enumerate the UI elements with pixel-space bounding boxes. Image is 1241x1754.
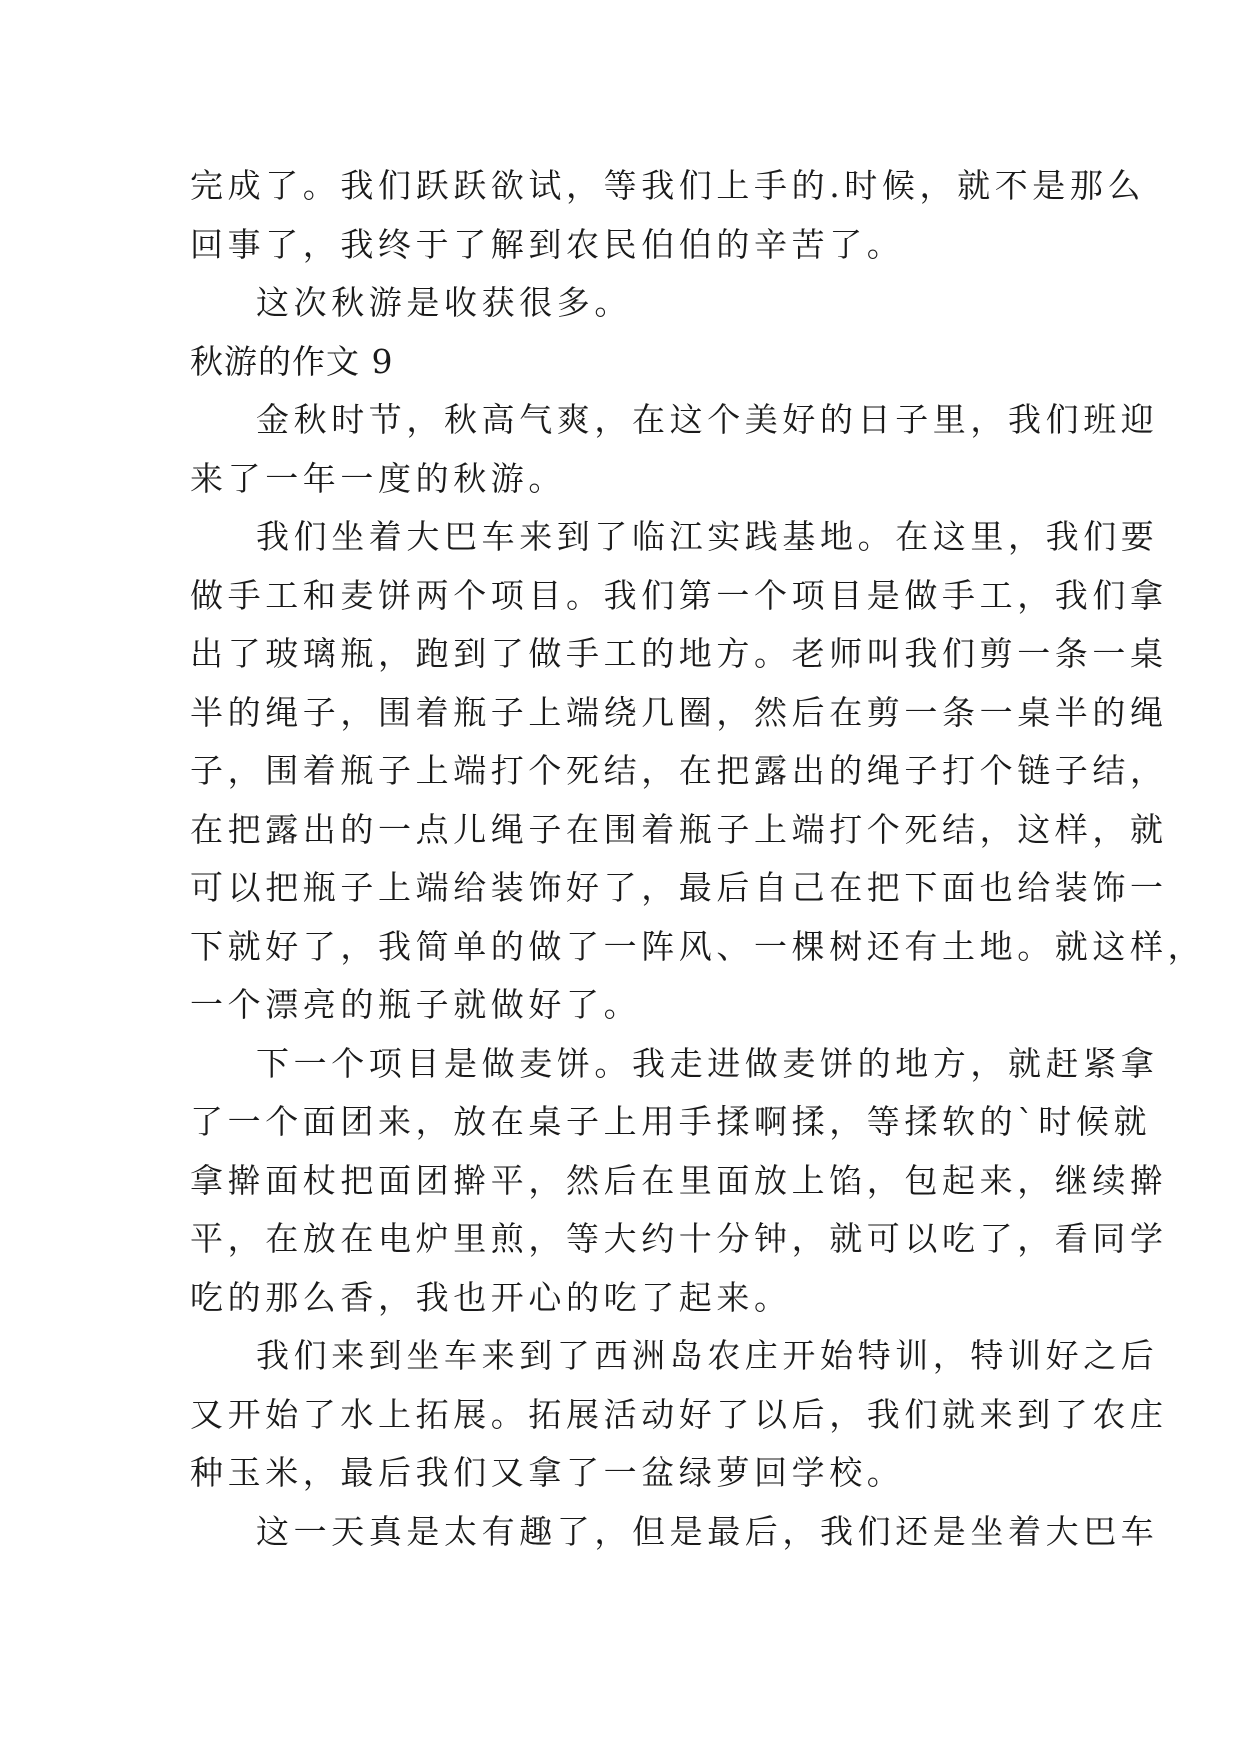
document-body (190, 157, 1206, 1561)
text-line: 吃的那么香，我也开心的吃了起来。 (190, 1277, 792, 1317)
text-line: 可以把瓶子上端给装饰好了，最后自己在把下面也给装饰一 (190, 868, 1168, 907)
text-line: 金秋时节，秋高气爽，在这个美好的日子里，我们班迎 (256, 400, 1159, 439)
text-line: 下一个项目是做麦饼。我走进做麦饼的地方，就赶紧拿 (256, 1043, 1159, 1083)
text-line: 我们坐着大巴车来到了临江实践基地。在这里，我们要 (256, 517, 1159, 556)
text-line: 我们来到坐车来到了西洲岛农庄开始特训，特训好之后 (256, 1336, 1159, 1375)
text-line: 这一天真是太有趣了，但是最后，我们还是坐着大巴车 (256, 1511, 1159, 1551)
text-line: 平，在放在电炉里煎，等大约十分钟，就可以吃了，看同学 (190, 1219, 1168, 1258)
text-line: 完成了。我们跃跃欲试，等我们上手的.时候，就不是那么 (190, 166, 1146, 205)
text-line: 又开始了水上拓展。拓展活动好了以后，我们就来到了农庄 (190, 1394, 1168, 1434)
text-line: 了一个面团来，放在桌子上用手揉啊揉，等揉软的`时候就 (190, 1102, 1152, 1141)
text-line: 回事了，我终于了解到农民伯伯的辛苦了。 (190, 224, 905, 264)
text-line: 来了一年一度的秋游。 (190, 458, 566, 498)
text-line: 出了玻璃瓶，跑到了做手工的地方。老师叫我们剪一条一桌 (190, 634, 1168, 673)
text-line: 种玉米，最后我们又拿了一盆绿萝回学校。 (190, 1453, 905, 1492)
text-line: 下就好了，我简单的做了一阵风、一棵树还有土地。就这样， (190, 926, 1206, 966)
text-line: 这次秋游是收获很多。 (256, 283, 632, 322)
text-line: 在把露出的一点儿绳子在围着瓶子上端打个死结，这样，就 (190, 809, 1168, 849)
text-line: 做手工和麦饼两个项目。我们第一个项目是做手工，我们拿 (190, 575, 1168, 615)
section-heading: 秋游的作文 9 (190, 341, 394, 381)
text-line: 半的绳子，围着瓶子上端绕几圈，然后在剪一条一桌半的绳 (190, 692, 1168, 732)
text-line: 拿擀面杖把面团擀平，然后在里面放上馅，包起来，继续擀 (190, 1160, 1168, 1200)
text-line: 子，围着瓶子上端打个死结，在把露出的绳子打个链子结， (190, 751, 1168, 790)
text-line: 一个漂亮的瓶子就做好了。 (190, 985, 642, 1024)
